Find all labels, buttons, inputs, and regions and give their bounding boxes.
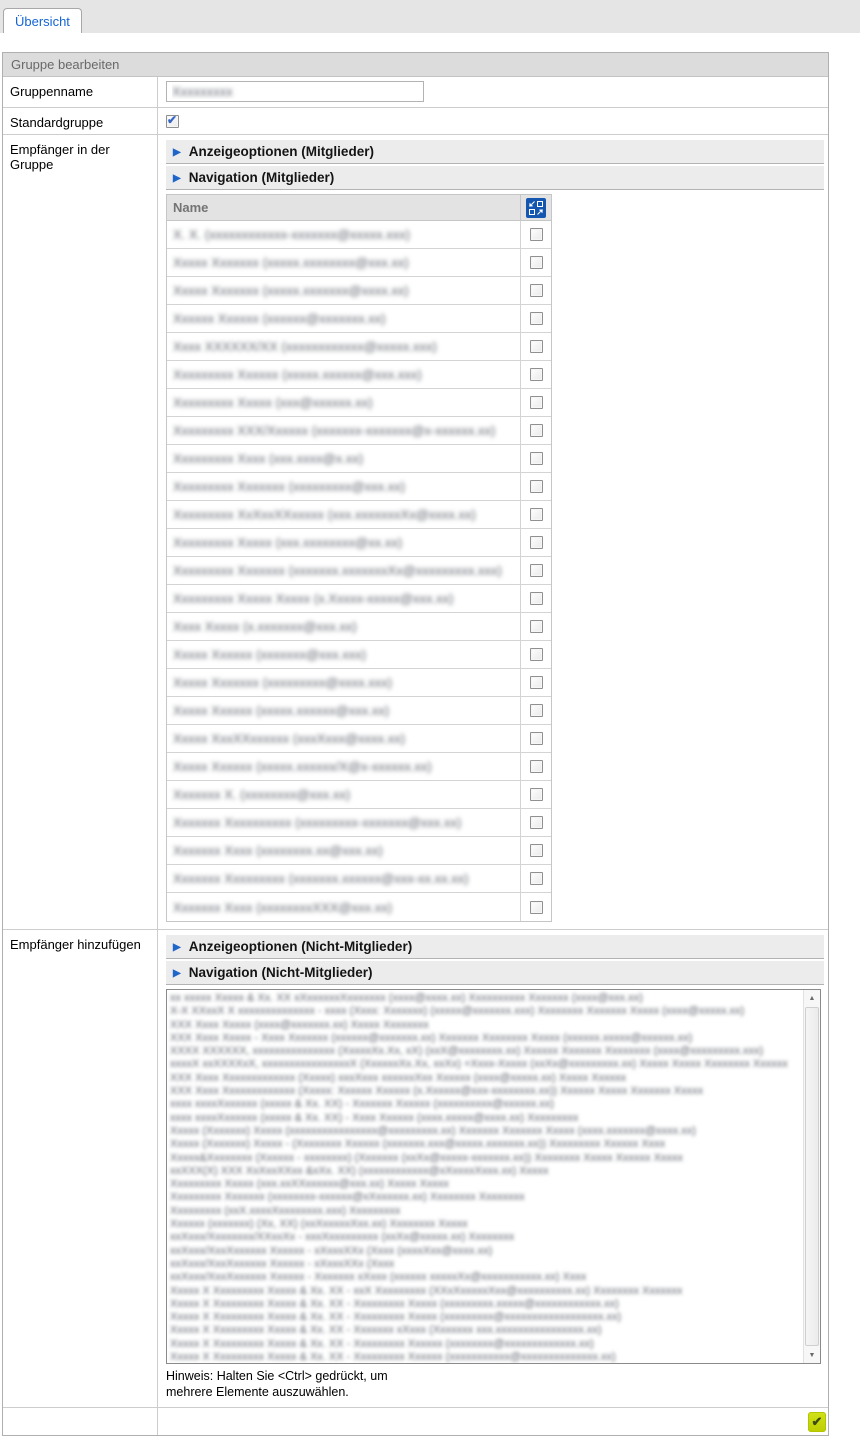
- tab-uebersicht[interactable]: [3, 8, 82, 33]
- member-checkbox-cell: [520, 585, 551, 612]
- select-toggle-cell: [520, 195, 551, 220]
- member-checkbox-cell: [520, 305, 551, 332]
- listbox-option[interactable]: Xxxxx X Xxxxxxxxx Xxxxx & Xx. XX - Xxxxxxxxx Xxxxxx (xxxxxxxx@xxxxxxxxxxxxx.xx): [170, 1337, 594, 1350]
- member-checkbox[interactable]: [530, 480, 543, 493]
- member-row: [167, 697, 551, 725]
- member-row: [167, 445, 551, 473]
- accordion-display-options-members[interactable]: [166, 140, 824, 164]
- members-table-rows: [167, 221, 551, 921]
- member-name: [167, 669, 520, 696]
- member-row: [167, 333, 551, 361]
- members-table: [166, 194, 552, 922]
- member-row: [167, 221, 551, 249]
- member-row: [167, 249, 551, 277]
- member-checkbox[interactable]: [530, 508, 543, 521]
- member-checkbox[interactable]: [530, 284, 543, 297]
- member-name: [167, 613, 520, 640]
- listbox-option[interactable]: XXXX XXXXXX, xxxxxxxxxxxxxxx (XxxxxXx.Xx, xX) (xxX@xxxxxxxx.xx) Xxxxxx Xxxxxxx Xxxxxxxx (xxxx@xxxxxxxxx.xxx): [170, 1045, 764, 1058]
- group-name-cell: [158, 77, 828, 107]
- member-name-text: Xxxxxxxxx Xxxxx (xxx@xxxxxx.xx): [173, 395, 373, 410]
- member-checkbox-cell: [520, 809, 551, 836]
- actions-row-spacer: [3, 1408, 158, 1435]
- member-checkbox-cell: [520, 641, 551, 668]
- member-row: [167, 837, 551, 865]
- member-checkbox-cell: [520, 249, 551, 276]
- add-recipients-cell: [158, 930, 828, 1407]
- member-name: [167, 333, 520, 360]
- invert-selection-icon[interactable]: [526, 198, 546, 218]
- accordion-navigation-nonmembers[interactable]: [166, 961, 824, 985]
- member-checkbox-cell: [520, 697, 551, 724]
- group-edit-panel: [2, 52, 829, 1436]
- member-checkbox-cell: [520, 473, 551, 500]
- member-name: [167, 389, 520, 416]
- member-name-text: Xxxxxxxxx Xxxx (xxx.xxxx@x.xx): [173, 451, 364, 466]
- member-name-text: Xxxx Xxxxx (x.xxxxxxx@xxx.xx): [173, 619, 357, 634]
- member-checkbox[interactable]: [530, 424, 543, 437]
- member-checkbox[interactable]: [530, 844, 543, 857]
- listbox-option[interactable]: Xxxxx X Xxxxxxxxx Xxxxx & Xx. XX - Xxxxxxxxx Xxxxxx (xxxxxxxxxxx@xxxxxxxxxxxxxx.xx): [170, 1351, 616, 1364]
- name-column-header: Name: [173, 200, 209, 215]
- accordion-label: Navigation (Nicht-Mitglieder): [188, 965, 373, 980]
- member-checkbox-cell: [520, 865, 551, 892]
- group-name-input[interactable]: [166, 81, 424, 102]
- member-name-text: Xxxxxxx Xxxxxxxxx (xxxxxxx.xxxxxx@xxx-xx.xx.xx): [173, 871, 469, 886]
- accordion-label: Anzeigeoptionen (Nicht-Mitglieder): [188, 939, 413, 954]
- member-name: [167, 361, 520, 388]
- member-checkbox[interactable]: [530, 312, 543, 325]
- member-checkbox[interactable]: [530, 564, 543, 577]
- member-checkbox-cell: [520, 417, 551, 444]
- listbox-option[interactable]: Xxxxx X Xxxxxxxxx Xxxxx & Xx. XX - Xxxxxxxxx Xxxxx (xxxxxxxxx@xxxxxxxxxxxxxxxxxx.xx): [170, 1311, 622, 1324]
- member-name: [167, 473, 520, 500]
- member-name: [167, 277, 520, 304]
- listbox-option[interactable]: xx xxxxx Xxxxx & Xx. XX xXxxxxxxXxxxxxxx (xxxx@xxxx.xx) Xxxxxxxxxx Xxxxxxx (xxxx@xxx.xx): [170, 992, 643, 1004]
- member-checkbox[interactable]: [530, 592, 543, 605]
- member-name-text: Xxxxx Xxxxxx (xxxxxxx@xxx.xxx): [173, 647, 367, 662]
- member-name-text: Xxxxxxxxx Xxxxx (xxx.xxxxxxxx@xx.xx): [173, 535, 403, 550]
- member-name-text: Xxxxxxx Xxxxxxxxxx (xxxxxxxxx-xxxxxxx@xxx.xx): [173, 815, 462, 830]
- listbox-option[interactable]: Xxxxx X Xxxxxxxxx Xxxxx & Xx. XX - xxX Xxxxxxxxx (XXxXxxxxxXxx@xxxxxxxxxx.xx) Xxxxxxxx Xxxxxxx: [170, 1284, 683, 1297]
- member-checkbox-cell: [520, 529, 551, 556]
- member-checkbox-cell: [520, 725, 551, 752]
- listbox-option[interactable]: Xxxxxxxxx Xxxxxxx (xxxxxxxx-xxxxxx@xXxxxxxx.xx) Xxxxxxxx Xxxxxxxx: [170, 1191, 525, 1204]
- member-name-text: Xxxxx XxxXXxxxxxx (xxxXxxx@xxxx.xx): [173, 731, 406, 746]
- member-row: [167, 389, 551, 417]
- accordion-navigation-members[interactable]: [166, 166, 824, 190]
- scroll-up-icon[interactable]: ▲: [808, 994, 816, 1002]
- listbox-option[interactable]: xxXxxx/Xxxxxxxx/XXxxXx - xxxXxxxxxxxxx (xxXx@xxxxx.xx) Xxxxxxxx: [170, 1231, 515, 1244]
- listbox-option[interactable]: XXX Xxxx Xxxxx - Xxxx Xxxxxxx (xxxxxx@xxxxxxx.xx) Xxxxxxx Xxxxxxxx Xxxxx (xxxxxx.xxxxx@xxxxxx.xx): [170, 1031, 693, 1044]
- member-row: [167, 585, 551, 613]
- member-checkbox-cell: [520, 501, 551, 528]
- accordion-label: Anzeigeoptionen (Mitglieder): [188, 144, 374, 159]
- member-name: [167, 893, 520, 921]
- default-group-label: Standardgruppe: [3, 108, 158, 134]
- members-cell: [158, 135, 828, 929]
- listbox-option[interactable]: xxxxX xxXXXXxX, xxxxxxxxxxxxxxxxX (XxxxxxXx.Xx, xxXx) +Xxxx-Xxxxx (xxXx@xxxxxxxxx.xx) Xxxxx Xxxxx Xxxxxxxx Xxxxxx: [170, 1058, 788, 1071]
- actions-row: [3, 1408, 828, 1435]
- accordion-label: Navigation (Mitglieder): [188, 170, 335, 185]
- member-name: [167, 529, 520, 556]
- member-row: [167, 557, 551, 585]
- listbox-option[interactable]: XXX Xxxx Xxxxxxxxxxxxx (Xxxxx) xxxXxxx xxxxxxXxx Xxxxxx (xxxx@xxxxx.xx) Xxxxx Xxxxxx: [170, 1071, 627, 1084]
- member-checkbox[interactable]: [530, 536, 543, 549]
- member-checkbox-cell: [520, 277, 551, 304]
- member-name: [167, 501, 520, 528]
- member-row: [167, 277, 551, 305]
- member-name-text: Xxxxxxxxx Xxxxx Xxxxx (x.Xxxxx-xxxxx@xxx.xx): [173, 591, 454, 606]
- panel-title: Gruppe bearbeiten: [3, 53, 828, 77]
- member-name-text: Xxxxx Xxxxxxx (xxxxxxxxx@xxxx.xxx): [173, 675, 393, 690]
- member-checkbox-cell: [520, 669, 551, 696]
- member-checkbox[interactable]: [530, 620, 543, 633]
- member-checkbox-cell: [520, 781, 551, 808]
- member-row: [167, 641, 551, 669]
- member-name-text: Xxxxxxx Xxxx (xxxxxxxx.xx@xxx.xx): [173, 843, 383, 858]
- member-name: [167, 249, 520, 276]
- listbox-option[interactable]: Xxxxx X Xxxxxxxxx Xxxxx & Xx. XX - Xxxxxxxxx Xxxxx (xxxxxxxxx.xxxxx@xxxxxxxxxxxx.xx): [170, 1297, 619, 1310]
- member-name-text: Xxxxxxxxx Xxxxxx (xxxxx.xxxxxx@xxx.xxx): [173, 367, 422, 382]
- member-name: [167, 809, 520, 836]
- members-label: Empfänger in der Gruppe: [3, 135, 158, 929]
- tab-bar: [0, 0, 860, 33]
- recipient-listbox-options: [170, 992, 800, 1364]
- default-group-checkbox[interactable]: [166, 115, 179, 128]
- member-checkbox-cell: [520, 445, 551, 472]
- member-row: [167, 865, 551, 893]
- listbox-option[interactable]: Xxxxx (Xxxxxxx) Xxxxx - (Xxxxxxxx Xxxxxx (xxxxxxx.xxx@xxxxx.xxxxxxx.xx)) Xxxxxxxxx Xxxxxx Xxxx: [170, 1138, 666, 1151]
- member-checkbox[interactable]: [530, 396, 543, 409]
- chevron-right-icon: ▶: [173, 173, 181, 184]
- member-name: [167, 557, 520, 584]
- listbox-option[interactable]: xxxx xxxxXxxxxxx (xxxxx & Xx. XX) - Xxxxxxx Xxxxxx (xxxxxxxxxx@xxxxxx.xx): [170, 1098, 554, 1111]
- member-checkbox[interactable]: [530, 760, 543, 773]
- actions-cell: [158, 1408, 828, 1435]
- member-checkbox[interactable]: [530, 676, 543, 689]
- member-name-text: Xxxxxxxxx Xxxxxxx (xxxxxxx.xxxxxxxXx@xxxxxxxxx.xxx): [173, 563, 502, 578]
- listbox-option[interactable]: X-X XXxxX X xxxxxxxxxxxxxx - xxxx (Xxxx: Xxxxxxx) (xxxxx@xxxxxxx.xxx) Xxxxxxxx Xxxxxxx Xxxxx (xxxx@xxxxx.xx): [170, 1005, 745, 1018]
- member-name-text: Xxxxx Xxxxxxx (xxxxx.xxxxxxx@xxxx.xx): [173, 283, 409, 298]
- listbox-option[interactable]: Xxxxxxxxx (xxX.xxxxXxxxxxxxx.xxx) Xxxxxxxxx: [170, 1204, 401, 1217]
- member-row: [167, 725, 551, 753]
- member-name-text: Xxxxxxxxx XXX/Xxxxxx (xxxxxxx-xxxxxxx@x-xxxxxx.xx): [173, 423, 496, 438]
- default-group-cell: [158, 108, 828, 134]
- member-checkbox[interactable]: [530, 816, 543, 829]
- scrollbar-thumb[interactable]: [805, 1007, 819, 1346]
- member-checkbox-cell: [520, 221, 551, 248]
- member-row: [167, 473, 551, 501]
- member-checkbox[interactable]: [530, 648, 543, 661]
- group-name-label: Gruppenname: [3, 77, 158, 107]
- member-checkbox[interactable]: [530, 704, 543, 717]
- member-checkbox[interactable]: [530, 256, 543, 269]
- member-checkbox[interactable]: [530, 872, 543, 885]
- member-name: [167, 725, 520, 752]
- member-name: [167, 221, 520, 248]
- member-checkbox-cell: [520, 613, 551, 640]
- listbox-option[interactable]: xxXXX(X) XXX XxXxxXXxx &xXx. XX) (xxxxxxxxxxxx@xXxxxxXxxx.xx) Xxxxx: [170, 1164, 549, 1177]
- member-name-text: Xxxxxx Xxxxxx (xxxxxx@xxxxxxx.xx): [173, 311, 386, 326]
- hint-line-2: mehrere Elemente auszuwählen.: [166, 1385, 349, 1399]
- member-row: [167, 305, 551, 333]
- member-row: [167, 529, 551, 557]
- member-checkbox[interactable]: [530, 901, 543, 914]
- member-name-text: Xxxxxxx X. (xxxxxxxx@xxx.xx): [173, 787, 351, 802]
- member-row: [167, 893, 551, 921]
- multiselect-hint: [166, 1368, 824, 1400]
- member-checkbox-cell: [520, 333, 551, 360]
- chevron-right-icon: ▶: [173, 147, 181, 158]
- listbox-option[interactable]: XXX Xxxx Xxxxx (xxxx@xxxxxxx.xx) Xxxxx Xxxxxxxx: [170, 1018, 429, 1031]
- member-row: [167, 669, 551, 697]
- member-row: [167, 613, 551, 641]
- listbox-option[interactable]: Xxxxx (Xxxxxxx) Xxxxx (xxxxxxxxxxxxxxxx@xxxxxxxxx.xx) Xxxxxxx Xxxxxxx Xxxxx (xxxx.xxxxxxx@xxxx.xx): [170, 1124, 696, 1137]
- member-row: [167, 809, 551, 837]
- listbox-option[interactable]: xxXxxx/XxxXxxxxxx Xxxxxx - Xxxxxxx xXxxx (xxxxxx xxxxxXx@xxxxxxxxxxx.xx) Xxxx: [170, 1271, 587, 1284]
- group-name-row: [3, 77, 828, 108]
- member-checkbox[interactable]: [530, 452, 543, 465]
- member-checkbox-cell: [520, 389, 551, 416]
- member-checkbox[interactable]: [530, 340, 543, 353]
- member-name: [167, 641, 520, 668]
- listbox-option[interactable]: Xxxxx X Xxxxxxxxx Xxxxx & Xx. XX - Xxxxxxx xXxxx (Xxxxxxx xxx.xxxxxxxxxxxxxxxx.xx): [170, 1324, 602, 1337]
- member-row: [167, 501, 551, 529]
- tab-uebersicht-label: Übersicht: [15, 14, 70, 29]
- member-name: [167, 445, 520, 472]
- member-checkbox[interactable]: [530, 788, 543, 801]
- hint-line-1: Hinweis: Halten Sie <Ctrl> gedrückt, um: [166, 1369, 388, 1383]
- checkmark-icon: ✔: [811, 1413, 823, 1429]
- listbox-option[interactable]: Xxxxxxxxx Xxxxx (xxx.xxXXxxxxxx@xxx.xx) Xxxxx Xxxxx: [170, 1178, 449, 1191]
- member-name: [167, 837, 520, 864]
- members-table-header: [167, 195, 551, 221]
- default-group-row: [3, 108, 828, 135]
- listbox-option[interactable]: xxxx xxxxXxxxxxx (xxxxx & Xx. XX) - Xxxx Xxxxxx (xxxx.xxxxx@xxxx.xx) Xxxxxxxxx: [170, 1111, 579, 1124]
- member-checkbox[interactable]: [530, 732, 543, 745]
- member-name: [167, 865, 520, 892]
- listbox-scrollbar[interactable]: [803, 990, 820, 1363]
- accordion-display-options-nonmembers[interactable]: [166, 935, 824, 959]
- member-name-text: Xxxxxxxxx Xxxxxxx (xxxxxxxxx@xxx.xx): [173, 479, 406, 494]
- member-name: [167, 305, 520, 332]
- member-name-text: Xxxxx Xxxxxx (xxxxx.xxxxxx@xxx.xx): [173, 703, 390, 718]
- members-row: [3, 135, 828, 930]
- member-name-text: Xxxxxxxxx XxXxxXXxxxxx (xxx.xxxxxxxXx@xxxx.xx): [173, 507, 476, 522]
- member-row: [167, 361, 551, 389]
- member-checkbox-cell: [520, 557, 551, 584]
- member-checkbox-cell: [520, 837, 551, 864]
- member-name: [167, 753, 520, 780]
- listbox-option[interactable]: Xxxxxx (xxxxxxx) (Xx, XX) (xxXxxxxxXxx.xx) Xxxxxxxx Xxxxx: [170, 1218, 468, 1231]
- add-recipients-row: [3, 930, 828, 1408]
- save-button[interactable]: [808, 1412, 826, 1432]
- add-recipients-label: Empfänger hinzufügen: [3, 930, 158, 1407]
- recipient-listbox[interactable]: [166, 989, 821, 1364]
- member-checkbox[interactable]: [530, 228, 543, 241]
- member-name-text: Xxxxx Xxxxxx (xxxxx.xxxxxx/X@x-xxxxxx.xx): [173, 759, 432, 774]
- member-checkbox-cell: [520, 753, 551, 780]
- member-name: [167, 585, 520, 612]
- member-name: [167, 697, 520, 724]
- listbox-option[interactable]: xxXxxx/XxxXxxxxxx Xxxxxx - xXxxxXXx (Xxxx: [170, 1257, 395, 1270]
- chevron-right-icon: ▶: [173, 968, 181, 979]
- scroll-down-icon[interactable]: ▼: [808, 1351, 816, 1359]
- member-row: [167, 417, 551, 445]
- chevron-right-icon: ▶: [173, 942, 181, 953]
- member-checkbox-cell: [520, 361, 551, 388]
- listbox-option[interactable]: Xxxxx&Xxxxxxxx (Xxxxxx - xxxxxxxx) (Xxxxxxx (xxXx@xxxxx-xxxxxxx.xx)) Xxxxxxxx Xxxxx Xxxxxx Xxxxx: [170, 1151, 683, 1164]
- member-name-text: Xxxx XXXXXX/XX (xxxxxxxxxxxx@xxxxx.xxx): [173, 339, 437, 354]
- member-name: [167, 417, 520, 444]
- member-name-text: Xxxxx Xxxxxxx (xxxxx.xxxxxxxx@xxx.xx): [173, 255, 409, 270]
- listbox-option[interactable]: XXX Xxxx Xxxxxxxxxxxxx (Xxxxx: Xxxxxx Xxxxxx (x.Xxxxxx@xxx-xxxxxxxx.xx)) Xxxxxx Xxxxx Xxxxxxx Xxxxx: [170, 1085, 704, 1098]
- member-row: [167, 781, 551, 809]
- member-checkbox[interactable]: [530, 368, 543, 381]
- member-name-text: Xxxxxxx Xxxx (xxxxxxxxXXX@xxx.xx): [173, 899, 393, 915]
- member-name: [167, 781, 520, 808]
- listbox-option[interactable]: xxXxxx/XxxXxxxxxx Xxxxxx - xXxxxXXx (Xxxx (xxxxXxx@xxxx.xx): [170, 1244, 493, 1257]
- member-row: [167, 753, 551, 781]
- member-checkbox-cell: [520, 893, 551, 921]
- member-name-text: X. X. (xxxxxxxxxxxx-xxxxxxx@xxxxx.xxx): [173, 227, 411, 242]
